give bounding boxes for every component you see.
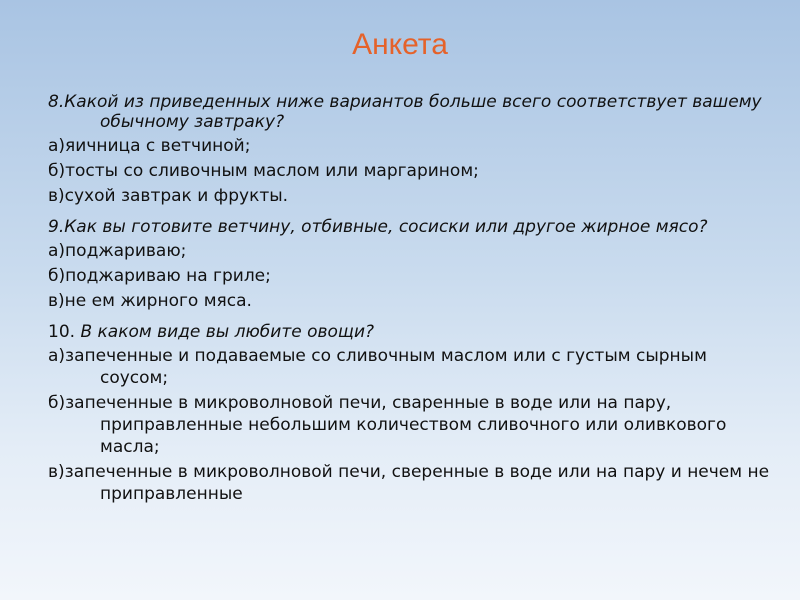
option-9c: в)не ем жирного мяса. [48, 291, 252, 311]
question-text: Как вы готовите ветчину, отбивные, сосиски или другое жирное мясо? [64, 217, 708, 237]
page-title: Анкета [352, 28, 448, 61]
option-9a: а)поджариваю; [48, 241, 187, 261]
question-number: 9. [48, 217, 65, 237]
question-8 [48, 92, 778, 132]
option-8c: в)сухой завтрак и фрукты. [48, 186, 289, 206]
option-8a: а)яичница с ветчиной; [48, 136, 251, 156]
question-10 [48, 322, 778, 342]
question-text: В каком виде вы любите овощи? [80, 322, 375, 342]
question-text: Какой из приведенных ниже вариантов больше всего соответствует вашему обычному завтраку? [64, 92, 762, 132]
option-8b: б)тосты со сливочным маслом или маргарином; [48, 161, 479, 181]
option-10c: в)запеченные в микроволновой печи, сверенные в воде или на пару и нечем не приправленные [48, 462, 770, 504]
option-10b: б)запеченные в микроволновой печи, сваренные в воде или на пару, приправленные небольшим количеством сливочного или оливкового масла; [48, 393, 727, 457]
option-9b: б)поджариваю на гриле; [48, 266, 271, 286]
question-number: 8. [48, 92, 65, 112]
question-number: 10. [48, 322, 81, 342]
question-9 [48, 217, 778, 237]
option-10a: а)запеченные и подаваемые со сливочным маслом или с густым сырным соусом; [48, 346, 707, 388]
questionnaire [48, 88, 778, 505]
